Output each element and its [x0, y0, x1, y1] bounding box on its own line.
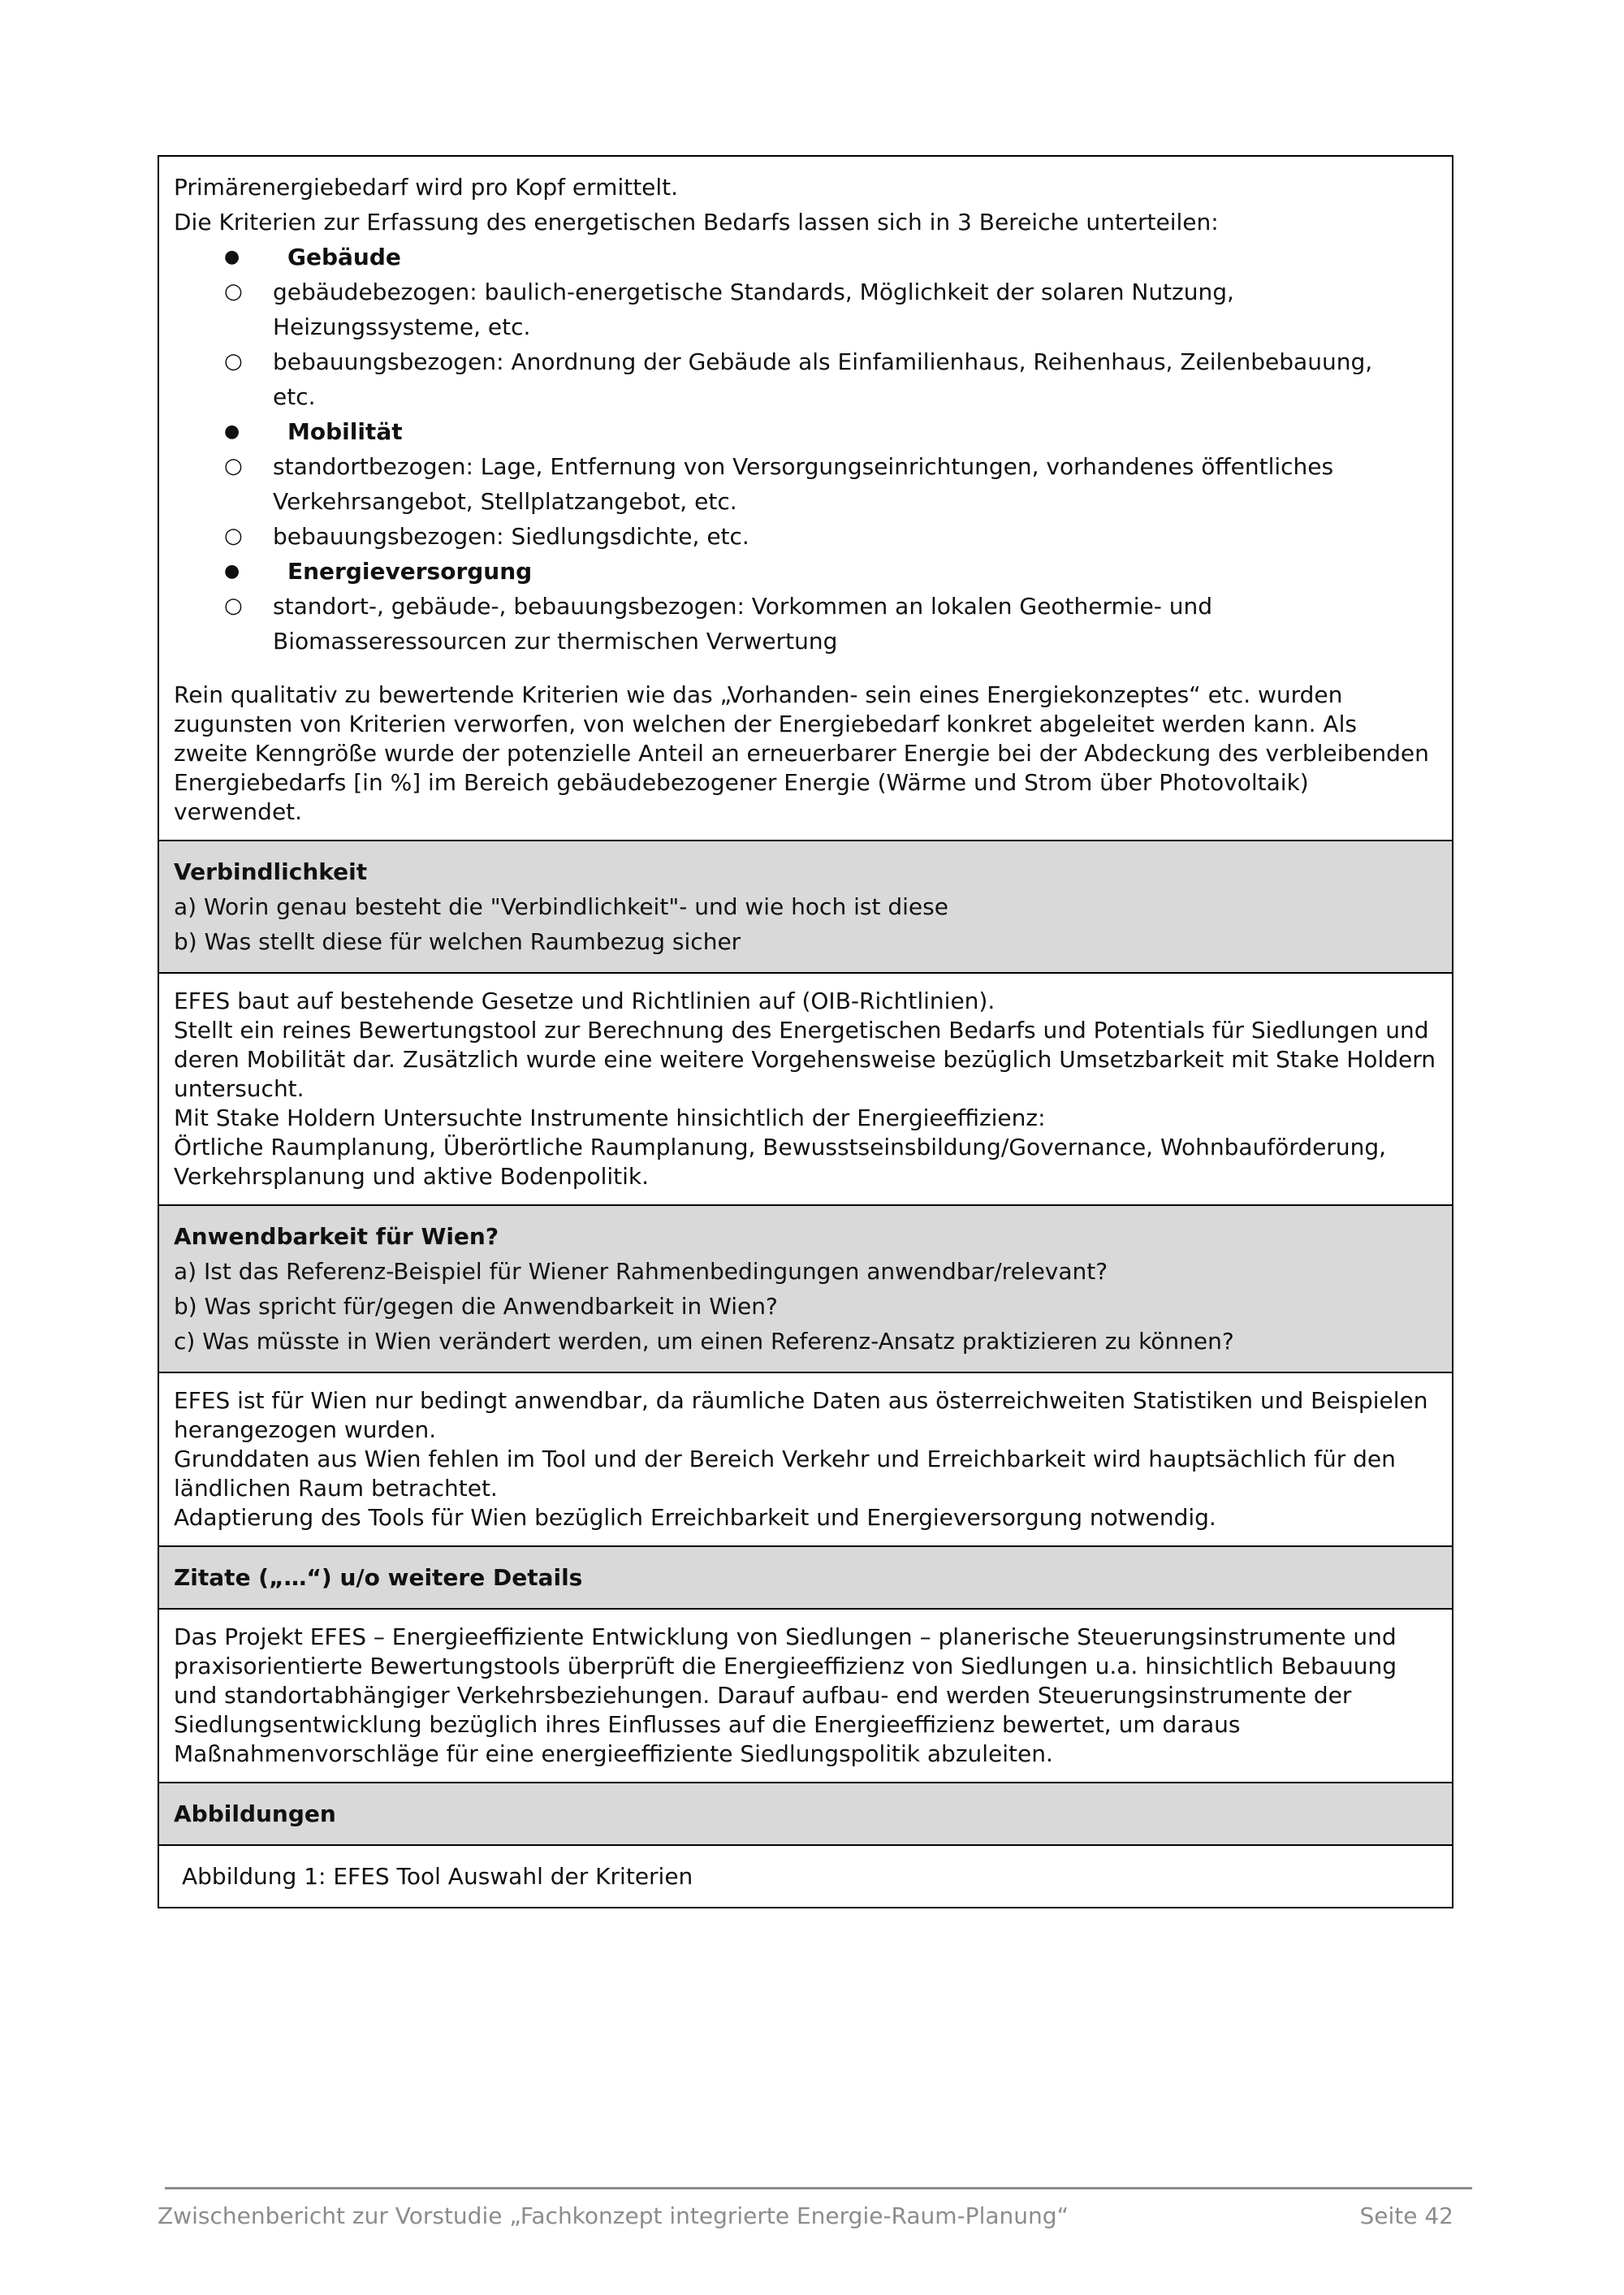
- answer-line: EFES baut auf bestehende Gesetze und Richtlinien auf (OIB-Richtlinien).: [174, 988, 996, 1014]
- footer-divider: [165, 2187, 1472, 2189]
- row-abbildungen-caption: [158, 1845, 1453, 1908]
- filled-bullet-icon: ●: [224, 561, 240, 581]
- criteria-item-text: standort-, gebäude-, bebauungsbezogen: Vorkommen an lokalen Geothermie- und Biomasseressourcen zur thermischen Verwertung: [273, 593, 1213, 655]
- criteria-item-text: bebauungsbezogen: Siedlungsdichte, etc.: [273, 523, 749, 550]
- figure-caption: Abbildung 1: EFES Tool Auswahl der Kriterien: [182, 1863, 693, 1890]
- row-zitate-heading: [158, 1546, 1453, 1609]
- intro-line-1: Primärenergiebedarf wird pro Kopf ermittelt.: [174, 174, 679, 201]
- intro-line-2: Die Kriterien zur Erfassung des energetischen Bedarfs lassen sich in 3 Bereiche unterteilen:: [174, 209, 1219, 236]
- cell-zitate-text: [158, 1609, 1453, 1783]
- criteria-item-text: bebauungsbezogen: Anordnung der Gebäude als Einfamilienhaus, Reihenhaus, Zeilenbebauung, etc.: [273, 348, 1373, 410]
- criteria-item: [174, 449, 1437, 519]
- answer-line: EFES ist für Wien nur bedingt anwendbar, da räumliche Daten aus österreichweiten Statistiken und Beispielen herangezogen wurden.: [174, 1387, 1428, 1443]
- hollow-bullet-icon: ○: [224, 349, 243, 374]
- criteria-list: [174, 240, 1437, 274]
- footer-title: Zwischenbericht zur Vorstudie „Fachkonzept integrierte Energie-Raum-Planung“: [158, 2202, 1069, 2229]
- question-a: a) Ist das Referenz-Beispiel für Wiener Rahmenbedingungen anwendbar/relevant?: [174, 1258, 1108, 1285]
- answer-line: Adaptierung des Tools für Wien bezüglich Erreichbarkeit und Energieversorgung notwendig.: [174, 1504, 1216, 1531]
- criteria-list: [174, 414, 1437, 449]
- row-anwendbarkeit-heading: [158, 1205, 1453, 1372]
- category-title: Mobilität: [287, 418, 403, 445]
- criteria-sublist: [174, 589, 1437, 659]
- question-b: b) Was stellt diese für welchen Raumbezug sicher: [174, 928, 741, 955]
- answer-line: Mit Stake Holdern Untersuchte Instrumente hinsichtlich der Energieeffizienz:: [174, 1104, 1046, 1131]
- criteria-item: [174, 344, 1437, 414]
- answer-line: Örtliche Raumplanung, Überörtliche Raumplanung, Bewusstseinsbildung/Governance, Wohnbauförderung, Verkehrsplanung und aktive Bodenpolitik.: [174, 1134, 1386, 1190]
- criteria-category-mobilitaet: [174, 414, 1437, 449]
- section-heading: Abbildungen: [174, 1800, 336, 1827]
- cell-intro: [158, 156, 1453, 841]
- criteria-item: [174, 589, 1437, 659]
- cell-verbindlichkeit-heading: [158, 841, 1453, 973]
- row-verbindlichkeit-answer: [158, 973, 1453, 1205]
- intro-paragraph: Rein qualitativ zu bewertende Kriterien wie das „Vorhanden- sein eines Energiekonzeptes“ etc. wurden zugunsten von Kriterien verworfen, von welchen der Energiebedarf konkret abgeleitet werden kann. Als zweite Kenngröße wurde der potenzielle Anteil an erneuerbarer Energie bei der Abdeckung des verbleibenden Energiebedarfs [in %] im Bereich gebäudebezogener Energie (Wärme und Strom über Photovoltaik) verwendet.: [174, 681, 1429, 825]
- answer-line: Stellt ein reines Bewertungstool zur Berechnung des Energetischen Bedarfs und Potentials für Siedlungen und deren Mobilität dar. Zusätzlich wurde eine weitere Vorgehensweise bezüglich Umsetzbarkeit mit Stake Holdern untersucht.: [174, 1017, 1436, 1102]
- row-abbildungen-heading: [158, 1783, 1453, 1845]
- section-heading: Anwendbarkeit für Wien?: [174, 1223, 499, 1250]
- row-zitate-text: [158, 1609, 1453, 1783]
- hollow-bullet-icon: ○: [224, 524, 243, 548]
- page-number: Seite 42: [1359, 2202, 1453, 2229]
- cell-anwendbarkeit-answer: [158, 1372, 1453, 1546]
- category-title: Gebäude: [287, 244, 401, 270]
- criteria-sublist: [174, 274, 1437, 414]
- hollow-bullet-icon: ○: [224, 279, 243, 304]
- hollow-bullet-icon: ○: [224, 594, 243, 618]
- criteria-item: [174, 274, 1437, 344]
- cell-anwendbarkeit-heading: [158, 1205, 1453, 1372]
- criteria-sublist: [174, 449, 1437, 554]
- row-anwendbarkeit-answer: [158, 1372, 1453, 1546]
- criteria-category-gebaeude: [174, 240, 1437, 274]
- answer-line: Grunddaten aus Wien fehlen im Tool und der Bereich Verkehr und Erreichbarkeit wird hauptsächlich für den ländlichen Raum betrachtet.: [174, 1446, 1396, 1502]
- section-heading: Verbindlichkeit: [174, 858, 368, 885]
- hollow-bullet-icon: ○: [224, 454, 243, 478]
- question-c: c) Was müsste in Wien verändert werden, um einen Referenz-Ansatz praktizieren zu können?: [174, 1328, 1234, 1355]
- question-b: b) Was spricht für/gegen die Anwendbarkeit in Wien?: [174, 1293, 778, 1320]
- filled-bullet-icon: ●: [224, 247, 240, 267]
- question-a: a) Worin genau besteht die "Verbindlichkeit"- und wie hoch ist diese: [174, 893, 948, 920]
- criteria-item-text: gebäudebezogen: baulich-energetische Standards, Möglichkeit der solaren Nutzung, Heizungssysteme, etc.: [273, 279, 1234, 340]
- criteria-item: [174, 519, 1437, 554]
- category-title: Energieversorgung: [287, 558, 533, 585]
- criteria-category-energieversorgung: [174, 554, 1437, 589]
- cell-abbildungen-heading: [158, 1783, 1453, 1845]
- section-heading: Zitate („…“) u/o weitere Details: [174, 1564, 583, 1591]
- row-verbindlichkeit-heading: [158, 841, 1453, 973]
- row-intro: [158, 156, 1453, 841]
- criteria-list: [174, 554, 1437, 589]
- criteria-item-text: standortbezogen: Lage, Entfernung von Versorgungseinrichtungen, vorhandenes öffentliches Verkehrsangebot, Stellplatzangebot, etc.: [273, 453, 1334, 515]
- cell-verbindlichkeit-answer: [158, 973, 1453, 1205]
- cell-abbildungen-caption: [158, 1845, 1453, 1908]
- report-table: [158, 155, 1453, 1908]
- quote-paragraph: Das Projekt EFES – Energieeffiziente Entwicklung von Siedlungen – planerische Steuerungsinstrumente und praxisorientierte Bewertungstools überprüft die Energieeffizienz von Siedlungen u.a. hinsichtlich Bebauung und standortabhängiger Verkehrsbeziehungen. Darauf aufbau- end werden Steuerungsinstrumente der Siedlungsentwicklung bezüglich ihres Einflusses auf die Energieeffizienz bewertet, um daraus Maßnahmenvorschläge für eine energieeffiziente Siedlungspolitik abzuleiten.: [174, 1623, 1397, 1767]
- cell-zitate-heading: [158, 1546, 1453, 1609]
- filled-bullet-icon: ●: [224, 421, 240, 442]
